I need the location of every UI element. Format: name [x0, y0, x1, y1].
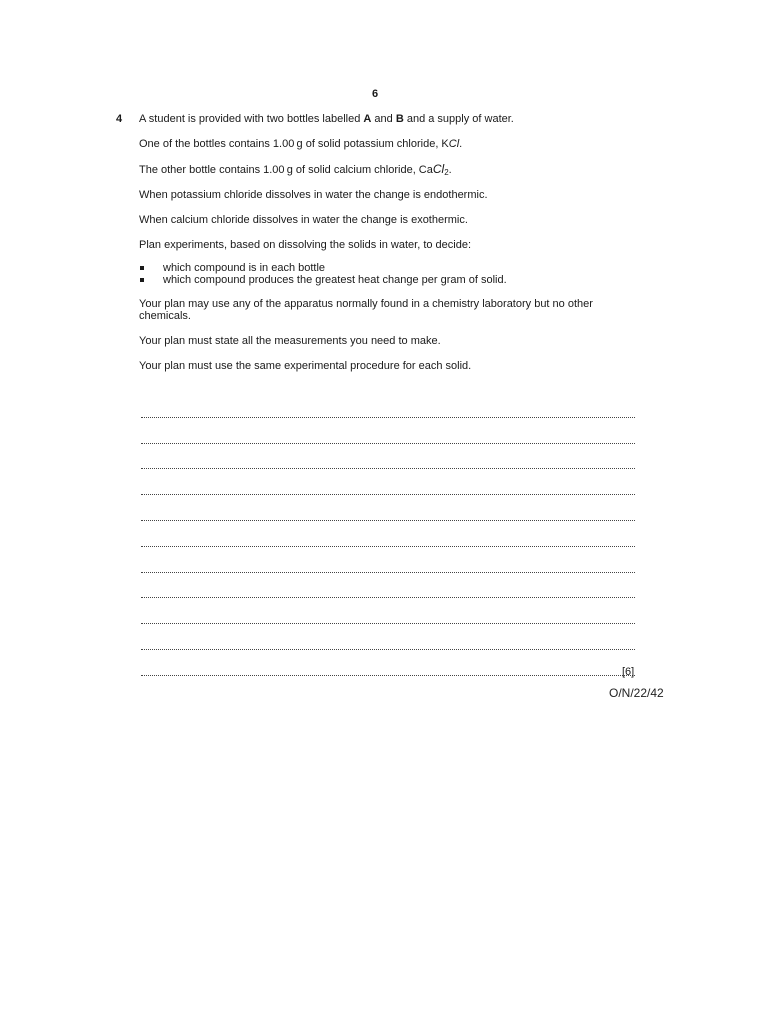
kcl-text: One of the bottles contains 1.00 g of solid potassium chloride, K	[139, 138, 449, 150]
cacl2-text: The other bottle contains 1.00 g of solid calcium chloride, Ca	[139, 164, 433, 176]
answer-line[interactable]	[141, 392, 635, 418]
apparatus-note: Your plan may use any of the apparatus normally found in a chemistry laboratory but no other chemicals.	[139, 298, 593, 322]
cacl2-chlorine-symbol: Cl	[432, 162, 445, 176]
question-number: 4	[116, 113, 123, 125]
endothermic-statement: When potassium chloride dissolves in water the change is endothermic.	[139, 189, 488, 201]
marks-allocation: [6]	[622, 666, 635, 678]
paper-code: O/N/22/42	[609, 686, 664, 700]
answer-line[interactable]	[141, 547, 635, 573]
kcl-suffix: .	[459, 138, 463, 150]
answer-line[interactable]	[141, 469, 635, 495]
page-number: 6	[371, 88, 379, 100]
measurements-note: Your plan must state all the measurements you need to make.	[139, 335, 441, 347]
answer-line[interactable]	[141, 624, 635, 650]
exothermic-statement: When calcium chloride dissolves in water the change is exothermic.	[139, 214, 468, 226]
list-item: which compound is in each bottle	[139, 262, 639, 274]
criteria-list	[139, 262, 639, 286]
answer-line[interactable]	[141, 598, 635, 624]
bottle-label-a: A	[363, 113, 372, 125]
question-body	[139, 113, 639, 385]
bottle-kcl-statement	[139, 138, 639, 150]
list-item: which compound produces the greatest heat change per gram of solid.	[139, 274, 639, 286]
intro-text-3: and a supply of water.	[403, 113, 514, 125]
plan-instruction: Plan experiments, based on dissolving the solids in water, to decide:	[139, 239, 472, 251]
answer-line[interactable]	[141, 444, 635, 470]
bottle-label-b: B	[395, 113, 404, 125]
answer-line[interactable]	[141, 650, 635, 676]
kcl-chlorine-symbol: Cl	[448, 138, 460, 150]
answer-area	[141, 392, 635, 676]
bottle-cacl2-statement	[139, 163, 639, 176]
answer-line[interactable]	[141, 573, 635, 599]
cacl2-suffix: .	[448, 164, 452, 176]
procedure-note: Your plan must use the same experimental procedure for each solid.	[139, 360, 472, 372]
intro-text-1: A student is provided with two bottles labelled	[139, 113, 364, 125]
cacl2-subscript: 2	[444, 168, 449, 177]
answer-line[interactable]	[141, 495, 635, 521]
intro-text-2: and	[371, 113, 396, 125]
answer-line[interactable]	[141, 521, 635, 547]
question-intro	[139, 113, 639, 125]
answer-line[interactable]	[141, 418, 635, 444]
